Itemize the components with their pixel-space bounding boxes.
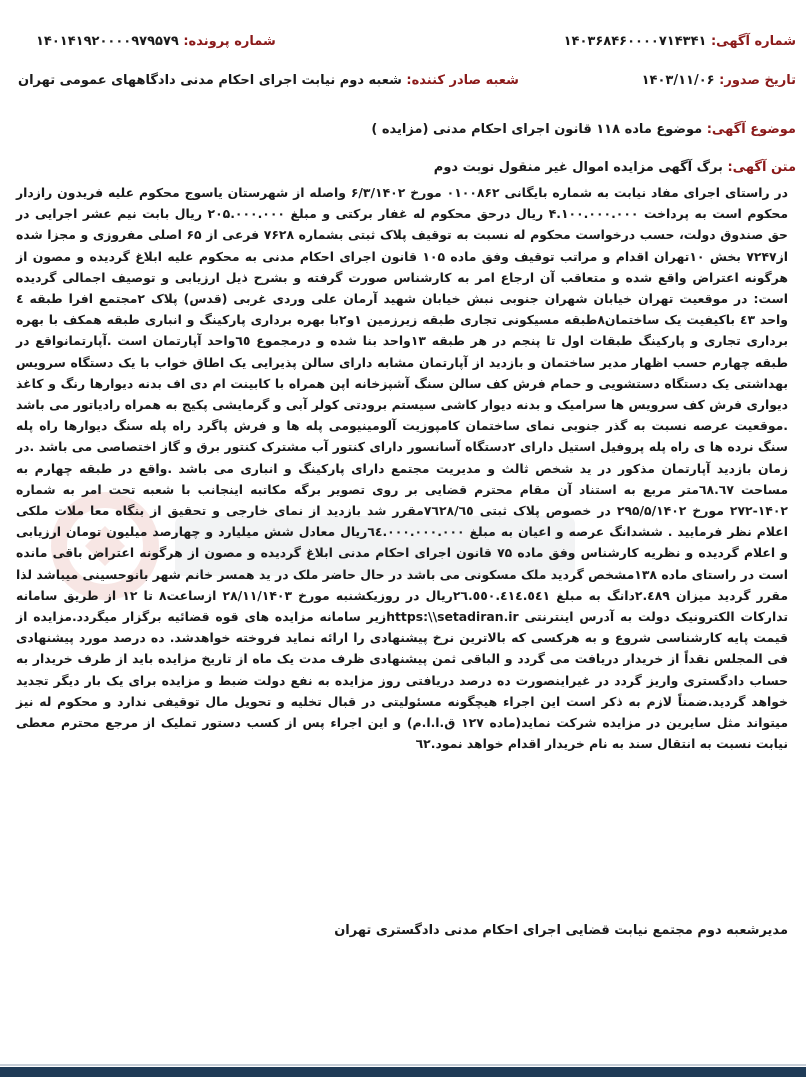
- bottom-band: [0, 1067, 806, 1077]
- issuer-value: شعبه دوم نیابت اجرای احکام مدنی دادگاههای عمومی تهران: [18, 73, 402, 88]
- issuer: [0, 73, 519, 88]
- issue-date-value: ۱۴۰۳/۱۱/۰۶: [641, 73, 715, 88]
- notice-number-label: شماره آگهی:: [710, 34, 796, 49]
- issue-date: [642, 73, 806, 88]
- file-number-value: ۱۴۰۱۴۱۹۲۰۰۰۰۹۷۹۵۷۹: [36, 34, 179, 49]
- ad-text-label: متن آگهی:: [727, 160, 796, 175]
- subject-label: موضوع آگهی:: [706, 122, 796, 137]
- ad-text-value: برگ آگهی مزایده اموال غیر منقول نوبت دوم: [433, 160, 723, 175]
- subject-value: موضوع ماده ۱۱۸ قانون اجرای احکام مدنی (مزایده ): [371, 122, 703, 137]
- file-number-label: شماره پرونده:: [183, 34, 276, 49]
- notice-body: در راستای اجرای مفاد نیابت به شماره بایگانی ۰۱۰۰۸۶۲ مورخ ۶/۳/۱۴۰۲ واصله از شهرستان یاسوج محکوم علیه فریدون رازدار محکوم است به پرداخت ۴.۱۰۰.۰۰۰.۰۰۰ ریال درحق محکوم له غفار برکتی و مبلغ ۲۰۵.۰۰۰.۰۰۰ ریال بابت نیم عشر اجرایی در حق صندوق دولت، حسب درخواست محکوم له نسبت به توقیف پلاک ثبتی بشماره ۷۶۲۸ فرعی از ۶۵ اصلی مفروزی و مجزا شده از۷۲۴۷ بخش ۱۰تهران اقدام و مراتب توقیف وفق ماده ۱۰۵ قانون اجرای احکام مدنی به محکوم علیه ابلاغ گردیده و مصون از هرگونه اعتراض واقع شده و متعاقب آن ارجاع امر به کارشناس صورت گرفته و بشرح ذیل ارزیابی و توصیف اجمالی گردیده است: در موقعیت تهران خیابان شهران جنوبی نبش خیابان شهید آرمان علی وردی غربی (قدس) پلاک ۲مجتمع افرا طبقه ٤ واحد ٤٣ باکیفیت یک ساختمان۸طبقه مسیکونی تجاری طبقه زیرزمین ۱و۲با بهره برداری پارکینگ و انباری طبقه همکف با بهره برداری تجاری و پارکینگ طبقات اول تا پنجم در هر طبقه ۱۳واحد بنا شده و درمجموع ٦٥واحد آپارتمان است .آپارتمانواقع در طبقه چهارم حسب اظهار مدیر ساختمان و بازدید از آپارتمان مشابه دارای سالن پذیرایی یک اطاق خواب با یک دستگاه سرویس بهداشتی یک دستگاه دستشویی و حمام فرش کف سالن سنگ آشپزخانه اپن همراه با کابینت ام دی اف بدنه دیوارها رنگ و کاغذ دیواری فرش کف سرویس ها سرامیک و بدنه دیوار کاشی سیستم برودتی کولر آبی و گرمایشی پکیج به همراه رادیاتور می باشد .موقعیت عرصه نسبت به گذر جنوبی نمای ساختمان کامپوزیت آلومینیومی پله ها و فرش پاگرد راه پله سنگ دیوارها راه پله سنگ نرده ها ی راه پله پروفیل استیل دارای ۲دستگاه آسانسور دارای کنتور آب مشترک کنتور برق و گاز اختصاصی می باشد .در زمان بازدید آپارتمان مذکور در ید شخص ثالث و مدیریت مجتمع دارای پارکینگ و انباری می باشد .واقع در طبقه چهارم به مساحت ٦٨.٦٧متر مربع به استناد آن مقام محترم قضایی بر روی تصویر برگه مکاتبه اینجانب با شعبه تحت امر به شماره ۱۴۰۲-۲۷۲ مورخ ۲۹۵/۵/۱۴۰۲ در خصوص پلاک ثبتی ٧٦٢٨/٦٥مقرر شد بازدید از نمای خارجی و تحقیق از بنگاه معا ملات ملکی اعلام نظر فرمایید . ششدانگ عرصه و اعیان به مبلغ ٦٤.٠٠٠.٠٠٠.٠٠٠ریال معادل شش میلیارد و چهارصد میلیون تومان ارزیابی و اعلام گردیده و نظریه کارشناس وفق ماده ۷۵ قانون اجرای احکام مدنی ابلاغ گردیده و مصون از هرگونه اعتراض باقی مانده است در راستای ماده ۱۳۸مشخص گردید ملک مسکونی می باشد در حال حاضر ملک در ید همسر خانم شهر بانوحسینی میباشد لذا مقرر گردید میزان ۲.٤٨٩دانگ به مبلغ ۲٦.٥٥٠.٤١٤.٥٤١ریال در روزیکشنبه مورخ ۲۸/۱۱/۱۴۰۳ ازساعت۸ تا ۱۲ از طریق سامانه تدارکات الکترونیک دولت به آدرس اینترنتی https:\\setadiran.irزیر سامانه مزایده های قوه قضائیه برگزار میگردد.مزایده از قیمت پایه کارشناسی شروع و به هرکسی که بالاترین نرخ پیشنهادی را ارائه نماید فروخته خواهدشد. ده درصد مورد پیشنهادی فی المجلس نقداً از خریدار دریافت می گردد و الباقی ثمن پیشنهادی ظرف مدت یک ماه از تاریخ مزایده باید از طرف خریدار به حساب دادگستری واریز گردد در غیراینصورت ده درصد دریافتی روز مزایده به نفع دولت ضبط و مزایده برای یک بار دیگر تجدید خواهد گردید.ضمناً لازم به ذکر است این اجراء هیچگونه مسئولیتی در قبال تخلیه و تحویل مال توقیفی ندارد و محکوم له نیز میتواند مثل سایرین در مزایده شرکت نماید(ماده ۱۲۷ ق.ا.ا.م) و این اجراء پس از کسب دستور تملیک از مرجع محترم معطی نیابت نسبت به انتقال سند به نام خریدار اقدام خواهد نمود.٦٢: [16, 185, 789, 752]
- file-number: [0, 34, 276, 49]
- issue-date-label: تاریخ صدور:: [719, 73, 796, 88]
- header-row-issuer: [0, 73, 806, 88]
- subject-line: [20, 122, 796, 137]
- ad-text-line: [20, 160, 796, 175]
- notice-number: [564, 34, 806, 49]
- issuer-label: شعبه صادر کننده:: [406, 73, 519, 88]
- header-row-numbers: [0, 34, 806, 49]
- notice-number-value: ۱۴۰۳۶۸۴۶۰۰۰۰۷۱۴۳۴۱: [563, 34, 707, 49]
- signature: مدیرشعبه دوم مجتمع نیابت قضایی اجرای احکام مدنی دادگستری تهران: [334, 923, 788, 938]
